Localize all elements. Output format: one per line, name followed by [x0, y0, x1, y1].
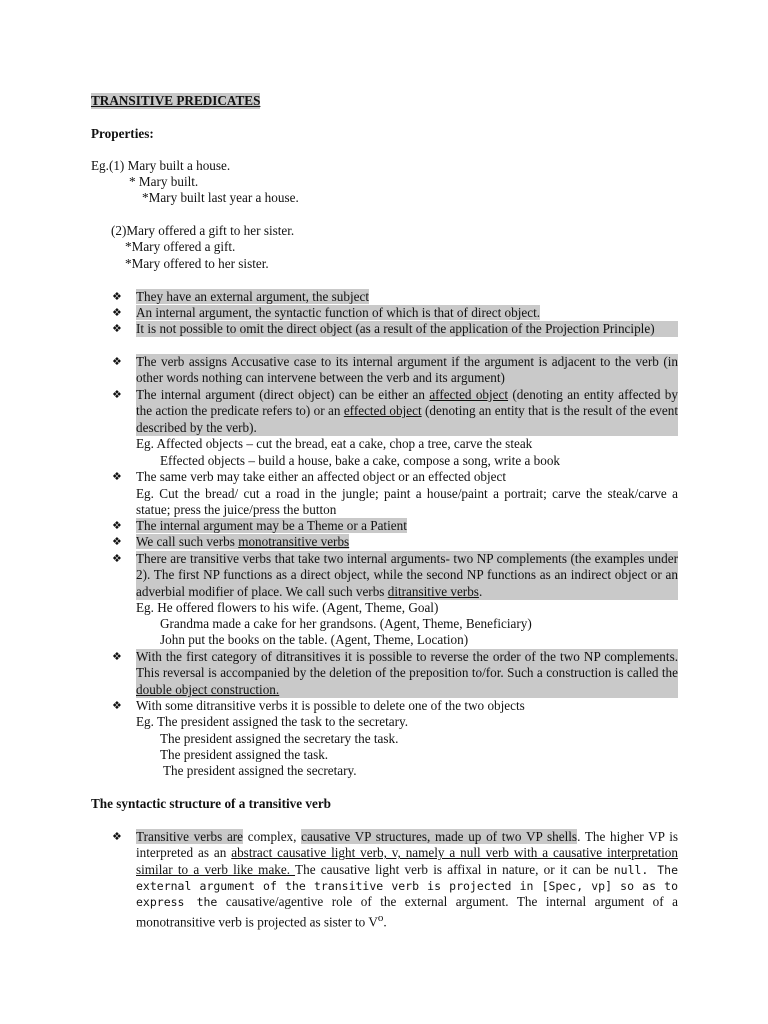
paragraph-text: .: [383, 914, 387, 930]
bullet-diamond-icon: ❖: [112, 519, 122, 532]
bullet-diamond-icon: ❖: [112, 470, 122, 483]
section-heading: The syntactic structure of a transitive verb: [91, 796, 332, 811]
underlined-text: abstract causative light verb, v, namely a null verb with a causative interpretation similar to a verb like make.: [136, 845, 678, 877]
bullet-text: The same verb may take either an affected object or an effected object: [136, 469, 507, 484]
bullet-text: .: [478, 583, 483, 599]
example-1-line-2: * Mary built.: [129, 174, 199, 189]
example-line: Effected objects – build a house, bake a cake, compose a song, write a book: [160, 453, 561, 468]
bullet-diamond-icon: ❖: [112, 355, 122, 368]
page-title: TRANSITIVE PREDICATES: [91, 93, 261, 108]
bullet-text: With some ditransitive verbs it is possible to delete one of the two objects: [136, 698, 525, 713]
example-2-line-1: (2)Mary offered a gift to her sister.: [111, 223, 295, 238]
example-line: Grandma made a cake for her grandsons. (Agent, Theme, Beneficiary): [160, 616, 532, 631]
superscript: o: [377, 912, 384, 925]
double-object-term: double object construction.: [136, 681, 280, 697]
example-line: The president assigned the task.: [160, 747, 329, 762]
affected-object-term: affected object: [429, 387, 509, 402]
bullet-text: It is not possible to omit the direct object (as a result of the application of the Projection Principle): [136, 321, 655, 336]
paragraph-text: The causative light verb is affixal in nature, or it can be: [295, 861, 614, 877]
bullet-text: With the first category of ditransitives it is possible to reverse the order of the two NP complements. This reversal is accompanied by the deletion of the preposition to/for. Such a construction is called the: [136, 649, 678, 681]
example-line: Eg. The president assigned the task to the secretary.: [136, 714, 409, 729]
example-line: Eg. Cut the bread/ cut a road in the jungle; paint a house/paint a portrait; carve the steak/carve a statue; press the juice/press the button: [136, 486, 678, 518]
example-1-line-3: *Mary built last year a house.: [142, 190, 299, 205]
bullet-diamond-icon: ❖: [112, 322, 122, 335]
bullet-diamond-icon: ❖: [112, 290, 122, 303]
example-line: The president assigned the secretary the task.: [160, 731, 399, 746]
paragraph-text: complex,: [243, 829, 302, 844]
bullet-text: The internal argument may be a Theme or a Patient: [136, 518, 407, 533]
list-item: [112, 387, 679, 436]
list-item: [112, 551, 678, 600]
bullet-text: An internal argument, the syntactic function of which is that of direct object.: [136, 305, 541, 320]
monotransitive-term: monotransitive verbs: [238, 534, 350, 549]
bullet-text: They have an external argument, the subject: [136, 289, 370, 304]
paragraph-text: causative/agentive role of the external argument. The internal argument of a monotransitive verb is projected as sister to V: [136, 894, 678, 930]
paragraph-text: . The higher VP is interpreted as an: [136, 829, 679, 861]
list-item: [112, 518, 678, 534]
list-item: [112, 354, 678, 387]
list-item: [112, 649, 678, 698]
list-item: [112, 321, 678, 337]
example-line: Eg. Affected objects – cut the bread, eat a cake, chop a tree, carve the steak: [136, 436, 533, 451]
highlighted-text: causative VP structures, made up of two VP shells: [301, 829, 578, 844]
example-line: The president assigned the secretary.: [163, 763, 357, 778]
bullet-text: There are transitive verbs that take two internal arguments- two NP complements (the examples under 2). The first NP functions as a direct object, while the second NP functions as an indirect object or an adverbial modifier of place. We call such verbs: [136, 551, 678, 599]
paragraph-text: null. The external argument of the transitive verb is projected in [Spec, vp] so as to express the: [136, 862, 678, 910]
list-item: [112, 289, 678, 305]
bullet-text: We call such verbs: [136, 534, 239, 549]
ditransitive-term: ditransitive verbs: [387, 583, 479, 599]
bullet-text: (denoting an entity affected by the action the predicate refers to) or an: [136, 387, 678, 419]
bullet-text: The verb assigns Accusative case to its internal argument if the argument is adjacent to the verb (in other words nothing can intervene between the verb and its argument): [136, 354, 678, 386]
bullet-diamond-icon: ❖: [112, 830, 122, 843]
list-item: [112, 305, 678, 321]
bullet-diamond-icon: ❖: [112, 552, 122, 565]
example-2-line-2: *Mary offered a gift.: [125, 239, 236, 254]
effected-object-term: effected object: [343, 403, 422, 419]
example-line: Eg. He offered flowers to his wife. (Agent, Theme, Goal): [136, 600, 439, 615]
bullet-diamond-icon: ❖: [112, 650, 122, 663]
highlighted-text: Transitive verbs are: [136, 829, 244, 844]
bullet-diamond-icon: ❖: [112, 306, 122, 319]
list-item: [112, 829, 679, 931]
bullet-text: (denoting an entity that is the result of the event described by the verb).: [136, 403, 679, 435]
bullet-diamond-icon: ❖: [112, 388, 122, 401]
properties-heading: Properties:: [91, 126, 154, 141]
example-line: John put the books on the table. (Agent, Theme, Location): [160, 632, 469, 647]
bullet-diamond-icon: ❖: [112, 699, 122, 712]
example-1-line-1: Eg.(1) Mary built a house.: [91, 158, 231, 173]
list-item: [112, 534, 678, 550]
bullet-text: The internal argument (direct object) can be either an: [136, 387, 430, 402]
list-item: [112, 469, 678, 485]
list-item: [112, 698, 678, 714]
example-2-line-3: *Mary offered to her sister.: [125, 256, 269, 271]
bullet-diamond-icon: ❖: [112, 535, 122, 548]
